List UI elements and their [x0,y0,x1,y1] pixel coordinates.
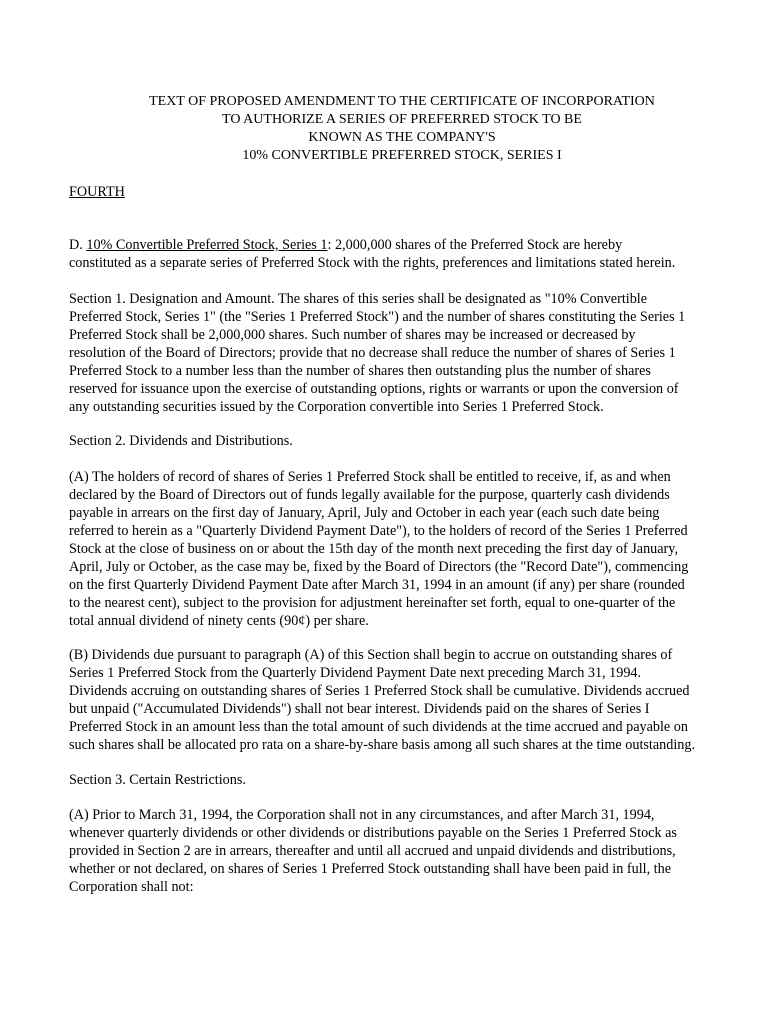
title-line: KNOWN AS THE COMPANY'S [308,130,496,145]
title-line: TEXT OF PROPOSED AMENDMENT TO THE CERTIFICATE OF INCORPORATION [149,94,655,109]
section-2a-line: to the nearest cent), subject to the provision for adjustment hereinafter set forth, equal to one-quarter of the [69,595,676,611]
section-2a-line: total annual dividend of ninety cents (90¢) per share. [69,613,369,629]
section-2b-line: such shares shall be allocated pro rata on a share-by-share basis among all such shares at the time outstanding. [69,737,696,753]
section-2b-line: but unpaid ("Accumulated Dividends") shall not bear interest. Dividends paid on the shares of Series I [69,701,650,717]
section-2a-line: Stock at the close of business on or about the 15th day of the month next preceding the first day of January, [69,541,678,557]
document-title [0,93,770,165]
section-2a-line: declared by the Board of Directors out of funds legally available for the purpose, quarterly cash dividends [69,487,670,503]
section-2a-line: payable in arrears on the first day of January, April, July and October in each year (each such date being [69,505,660,521]
article-heading [69,183,741,201]
paragraph-d [69,236,741,272]
paragraph-d-line1-rest: : 2,000,000 shares of the Preferred Stock are hereby [327,237,623,253]
article-heading-text: FOURTH [69,184,125,200]
section-3a-line: (A) Prior to March 31, 1994, the Corporation shall not in any circumstances, and after March 31, 1994, [69,807,655,823]
section-2-paragraph-b [69,646,741,754]
section-2a-line: on the first Quarterly Dividend Payment Date after March 31, 1994 in an amount (if any) per share (rounded [69,577,685,593]
paragraph-d-prefix: D. [69,237,87,253]
section-1-line: reserved for issuance upon the exercise of outstanding options, rights or warrants or upon the conversion of [69,381,679,397]
title-line: 10% CONVERTIBLE PREFERRED STOCK, SERIES I [242,148,562,163]
section-3a-line: Corporation shall not: [69,879,194,895]
section-1-line: Preferred Stock, Series 1" (the "Series 1 Preferred Stock") and the number of shares constituting the Series 1 [69,309,686,325]
section-1-line: Section 1. Designation and Amount. The shares of this series shall be designated as "10% Convertible [69,291,648,307]
section-1-line: resolution of the Board of Directors; provide that no decrease shall reduce the number of shares of Series 1 [69,345,676,361]
section-2b-line: Dividends accruing on outstanding shares of Series 1 Preferred Stock shall be cumulative. Dividends accrued [69,683,690,699]
section-2b-line: Series 1 Preferred Stock from the Quarterly Dividend Payment Date next preceding March 31, 1994. [69,665,642,681]
section-2-heading-text: Section 2. Dividends and Distributions. [69,433,293,449]
section-3-paragraph-a [69,806,741,896]
section-2b-line: Preferred Stock in an amount less than the total amount of such dividends at the time accrued and payable on [69,719,688,735]
section-1 [69,290,741,416]
section-3a-line: whether or not declared, on shares of Series 1 Preferred Stock outstanding shall have been paid in full, the [69,861,671,877]
section-1-line: Preferred Stock shall be 2,000,000 shares. Such number of shares may be increased or decreased by [69,327,636,343]
section-1-line: any outstanding securities issued by the Corporation convertible into Series 1 Preferred Stock. [69,399,604,415]
section-2-paragraph-a [69,468,741,630]
section-3a-line: whenever quarterly dividends or other dividends or distributions payable on the Series 1 Preferred Stock as [69,825,677,841]
paragraph-d-line-2: constituted as a separate series of Preferred Stock with the rights, preferences and limitations stated herein. [69,255,676,271]
section-3-heading [69,771,741,789]
section-2a-line: April, July or October, as the case may be, fixed by the Board of Directors (the "Record Date"), commencing [69,559,689,575]
section-3-heading-text: Section 3. Certain Restrictions. [69,772,246,788]
section-1-line: Preferred Stock to a number less than the number of shares then outstanding plus the number of shares [69,363,651,379]
paragraph-d-line-1 [69,236,741,254]
section-2a-line: (A) The holders of record of shares of Series 1 Preferred Stock shall be entitled to receive, if, as and when [69,469,671,485]
section-3a-line: provided in Section 2 are in arrears, thereafter and until all accrued and unpaid dividends and distributions, [69,843,676,859]
section-2b-line: (B) Dividends due pursuant to paragraph (A) of this Section shall begin to accrue on outstanding shares of [69,647,673,663]
paragraph-d-series-name: 10% Convertible Preferred Stock, Series 1 [86,237,328,253]
section-2a-line: referred to herein as a "Quarterly Dividend Payment Date"), to the holders of record of the Series 1 Preferred [69,523,688,539]
section-2-heading [69,432,741,450]
title-line: TO AUTHORIZE A SERIES OF PREFERRED STOCK TO BE [222,112,582,127]
